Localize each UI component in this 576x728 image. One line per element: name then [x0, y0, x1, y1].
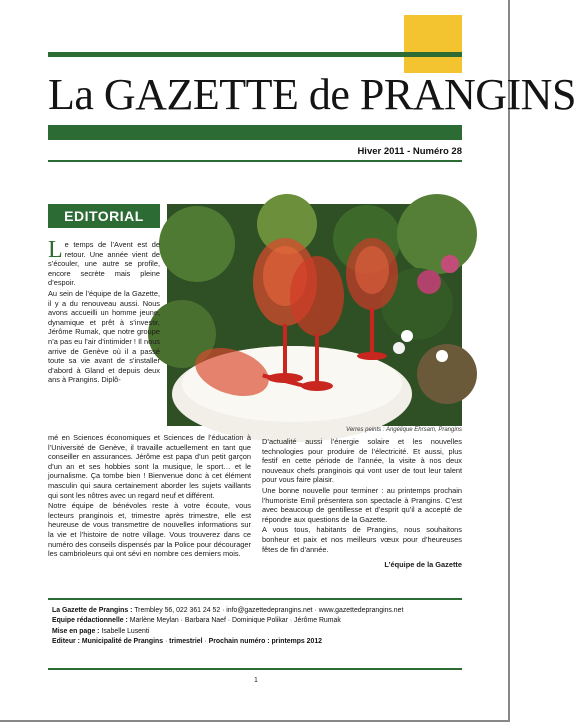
- yellow-square-decoration: [404, 15, 462, 73]
- section-label-editorial: EDITORIAL: [48, 204, 160, 228]
- masthead-title: La GAZETTE de PRANGINS: [48, 70, 576, 119]
- painted-glasses-illustration: [167, 204, 462, 426]
- article-paragraph: mé en Sciences économiques et Sciences de l’éducation à l’Université de Genève, il travaille actuellement en tant que conseiller en assurances. Jérôme est papa d’un petit garçon d’un an et ses hobbies sont la musique, le sport… et le journalisme. Ça tombe bien ! Bienvenue donc à cet élément masculin qui saura certainement aborder les sujets vaillants qui sont les nôtres avec un regard neuf et différent.: [48, 433, 251, 500]
- footer-address: Trembley 56, 022 361 24 52: [134, 607, 221, 614]
- article-paragraph: Le temps de l’Avent est de retour. Une année vient de s’écouler, une autre se profile, encore secrète mais pleine d’espoir.: [48, 237, 160, 288]
- article-column-right: [262, 437, 462, 570]
- footer-credits: [52, 606, 462, 648]
- footer-rule-top: [48, 598, 462, 600]
- issue-label: Hiver 2011 - Numéro 28: [357, 146, 462, 157]
- article-column-left: [48, 237, 160, 386]
- page-number: 1: [254, 677, 258, 684]
- article-paragraph: Notre équipe de bénévoles reste à votre écoute, vous lecteurs pranginois et, trimestre après trimestre, elle est heureuse de vous transmettre de nouvelles informations sur la vie et l’histoire de notre village. Vous trouverez dans ce numéro des conseils dispensés par la Police pour décourager les cambrioleurs qui ont sévi en nombre ces derniers mois.: [48, 501, 251, 559]
- footer-team-row: Equipe rédactionnelle : Marlène Meylan · Barbara Naef · Dominique Polikar · Jérôme Rumak: [52, 617, 341, 625]
- article-paragraph: Une bonne nouvelle pour terminer : au printemps prochain l’humoriste Emil présentera son spectacle à Prangins. C’est avec beaucoup de gentillesse et d’esprit qu’il a accepté de répondre aux questions de la Gazette.: [262, 485, 462, 524]
- photo-caption: Verres peints : Angélique Ehrsam, Prangins: [346, 427, 462, 433]
- article-paragraph: A vous tous, habitants de Prangins, nous souhaitons bonheur et paix et nos meilleurs vœux pour d’heureuses fêtes de fin d’année.: [262, 525, 462, 554]
- footer-email-link[interactable]: info@gazettedeprangins.net: [226, 607, 313, 614]
- article-paragraph: D’actualité aussi l’énergie solaire et les nouvelles technologies pour produire de l’électricité. Et aussi, plus festif en cette période de l’année, la visite à nos deux nouveaux chefs pranginois qui vont user de tout leur talent pour vous faire plaisir.: [262, 437, 462, 485]
- masthead-band: [48, 125, 462, 140]
- footer-website-link[interactable]: www.gazettedeprangins.net: [318, 607, 404, 614]
- footer-rule-bottom: [48, 668, 462, 670]
- footer-layout-row: Mise en page : Isabelle Lusenti: [52, 627, 150, 635]
- issue-rule: [48, 160, 462, 162]
- article-paragraph: Au sein de l’équipe de la Gazette, il y a du renouveau aussi. Nous avons accueilli un homme jeune, dynamique et prêt à s’investir, Jérôme Rumak, que notre groupe n’a pas eu l’air d’intimider ! Il nous arrive de Genève où il a passé toute sa vie avant de s’installer d’abord à Gland et depuis deux ans à Prangins. Diplô-: [48, 288, 160, 385]
- top-rule: [48, 52, 462, 57]
- footer-contact-row: La Gazette de Prangins : Trembley 56, 022 361 24 52 · info@gazettedeprangins.net · www.gazettedeprangins.net: [52, 607, 404, 614]
- drop-cap: L: [48, 237, 63, 263]
- footer-editor-row: Editeur : Municipalité de Prangins · trimestriel · Prochain numéro : printemps 2012: [52, 638, 322, 646]
- article-signature: L’équipe de la Gazette: [384, 560, 462, 570]
- article-photo: [167, 204, 462, 426]
- article-column-wide: [48, 433, 251, 560]
